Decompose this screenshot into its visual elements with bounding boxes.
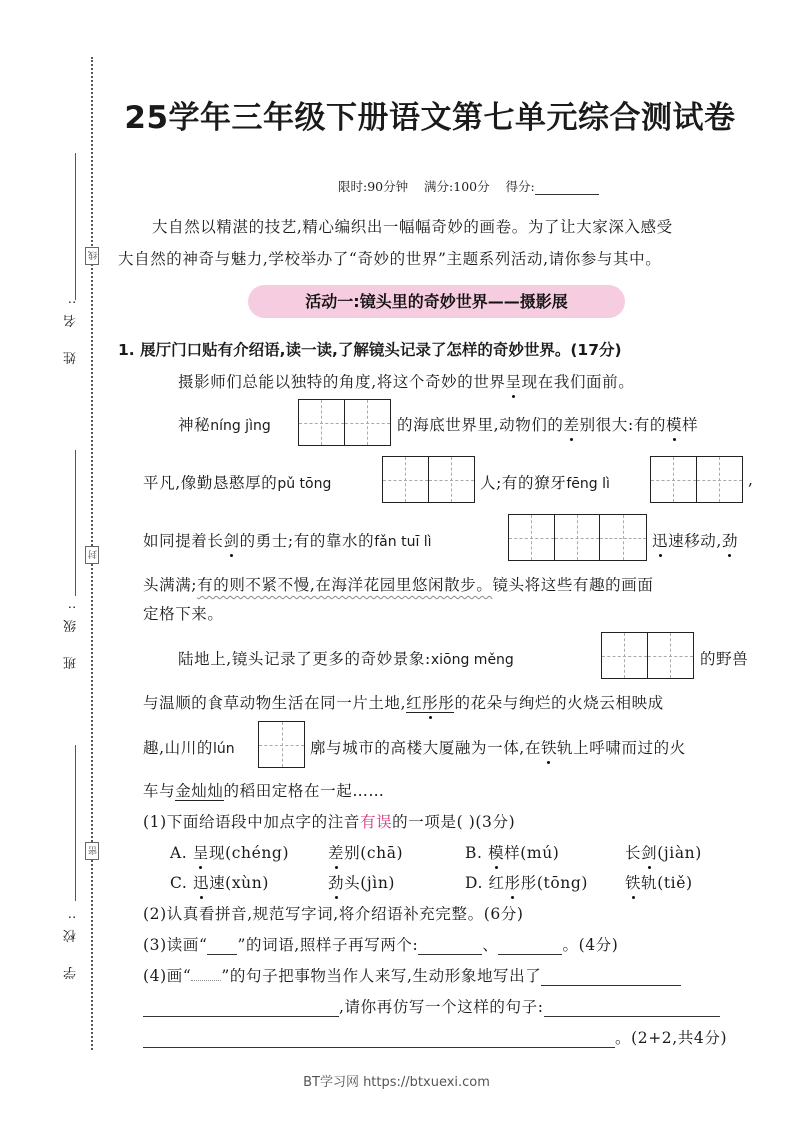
text: 的勇士;有的靠水的 [239,532,375,550]
passage-line-7b: 的野兽 [700,650,749,668]
option-a2 [328,841,403,863]
seal-mark-seal: 封 [85,546,99,564]
writing-grid-xiongmeng[interactable] [601,632,694,679]
text: 、 [482,936,499,954]
answer-blank-4[interactable] [143,1002,339,1017]
text: 轨上呼啸而过的火 [557,739,686,757]
writing-grid-ningjing[interactable] [298,399,391,446]
answer-blank-2[interactable] [498,940,562,955]
pinyin-fantuili: fǎn tuī lì [374,534,432,550]
text: 轨(tiě) [641,874,693,892]
pinyin-ningjing: níng jìng [210,418,271,434]
emphasized-char: 剑 [641,841,657,863]
subquestion-1 [143,810,515,832]
text: 的花朵与绚烂的火烧云相映成 [454,694,664,712]
activity-banner: 活动一:镜头里的奇妙世界——摄影展 [248,285,625,318]
option-a1[interactable] [170,841,289,863]
option-d1[interactable] [465,871,588,893]
option-letter: D. [465,874,484,892]
text: 的海底世界里,动物们的 [397,416,564,434]
score-field[interactable] [535,182,599,195]
passage-line-2b [397,413,698,435]
text: 。(2+2,共4分) [615,1029,728,1047]
emphasized-char: 劲 [328,871,344,893]
text: 平凡,像勤恳憨厚的 [143,474,278,492]
passage-line-3b [480,471,610,493]
text: 神秘 [178,416,211,434]
underlined-word [406,694,454,713]
wavy-underlined-sentence: 有的则不紧不慢,在海洋花园里悠闲散步。 [197,576,493,594]
answer-blank-5[interactable] [544,1002,720,1017]
seal-mark-secret: 密 [85,842,99,860]
full-score: 满分:100分 [424,179,490,194]
text: 现(chéng) [208,844,290,862]
intro-line-1: 大自然以精湛的技艺,精心编织出一幅幅奇妙的画卷。为了让大家深入感受 [152,218,673,236]
answer-blank-3[interactable] [541,971,681,986]
seal-mark-line: 线 [85,247,99,265]
emphasized-char: 差 [328,841,344,863]
text: ,请你再仿写一个这样的句子: [339,998,544,1016]
text: 速移动, [668,532,722,550]
highlight-text: 有误 [359,813,393,831]
name-label: 姓 名: [64,290,79,365]
writing-grid-fantuili[interactable] [508,514,647,561]
page-title: 25学年三年级下册语文第七单元综合测试卷 [124,100,736,136]
emphasized-char: 模 [666,413,682,435]
passage-line-9b [310,736,686,758]
text: ”的词语,照样子再写两个: [237,936,419,954]
emphasized-char: 铁 [541,736,557,758]
emphasized-char: 剑 [224,529,240,551]
exam-meta [338,177,599,195]
answer-blank-6[interactable] [143,1033,615,1048]
pinyin-xiongmeng: xiōng měng [430,652,514,668]
school-blank-line [75,745,76,901]
emphasized-char: 呈 [506,370,522,392]
class-label: 班 级: [64,595,79,670]
answer-blank-1[interactable] [418,940,482,955]
text: 头满满; [143,576,198,594]
emphasized-char: 迅 [193,871,209,893]
emphasized-char: 彤 [422,691,438,713]
straight-underline-sample [207,940,237,955]
text: (1)下面给语段中加点字的注音 [143,813,360,831]
emphasized-char: 劲 [722,529,738,551]
subquestion-3 [143,933,618,955]
text: 如同提着长 [143,532,224,550]
text: 陆地上,镜头记录了更多的奇妙景象: [178,650,431,668]
passage-line-2 [178,413,271,435]
text: ”的句子把事物当作人来写,生动形象地写出了 [221,967,542,985]
pinyin-lun: lún [212,741,235,757]
passage-line-6: 定格下来。 [143,605,224,623]
comma: , [748,471,754,489]
text: 现在我们面前。 [521,373,635,391]
passage-line-3 [143,471,331,493]
emphasized-char: 呈 [193,841,209,863]
pinyin-putong: pǔ tōng [277,476,332,492]
subquestion-4-line-2 [143,995,720,1017]
text: (jiàn) [657,844,702,862]
passage-line-10 [143,779,385,801]
passage-line-4b [652,529,738,551]
option-c2 [328,871,395,893]
question-1-title: 1. 展厅门口贴有介绍语,读一读,了解镜头记录了怎样的奇妙世界。(17分) [118,341,622,359]
option-letter: A. [170,844,188,862]
footer-watermark: BT学习网 https://btxuexi.com [303,1075,490,1090]
text: 彤(tōng) [520,874,589,892]
text: 彤 [438,694,455,712]
text: 头(jìn) [344,874,396,892]
subquestion-4-line-3 [143,1026,727,1048]
option-d2 [625,871,693,893]
option-letter: B. [465,844,483,862]
passage-line-4 [143,529,432,551]
subquestion-2: (2)认真看拼音,规范写字词,将介绍语补充完整。(6分) [143,905,524,923]
passage-line-8 [143,691,664,713]
option-letter: C. [170,874,188,892]
option-b2 [625,841,702,863]
score-label: 得分: [505,179,535,194]
passage-line-5 [143,573,653,595]
subquestion-4 [143,964,681,986]
writing-grid-fengli[interactable] [650,456,743,503]
emphasized-char: 迅 [652,529,668,551]
passage-line-9 [143,736,235,758]
text: 趣,山川的 [143,739,213,757]
time-limit: 限时:90分钟 [338,179,409,194]
text: 样(mú) [504,844,560,862]
text: (3)读画“ [143,936,208,954]
emphasized-char: 差 [564,413,580,435]
class-blank-line [75,450,76,596]
emphasized-char: 模 [488,841,504,863]
text: 车与 [143,782,176,800]
text: 廓与城市的高楼大厦融为一体,在 [310,739,541,757]
text: 摄影师们总能以独特的角度,将这个奇妙的世界 [178,373,506,391]
text: 样 [682,416,699,434]
text: 红 [488,874,505,892]
passage-line-1 [178,370,634,392]
pinyin-fengli: fēng lì [566,476,610,492]
text: 与温顺的食草动物生活在同一片土地, [143,694,407,712]
text: 的稻田定格在一起…… [223,782,385,800]
emphasized-char: 铁 [625,871,641,893]
intro-line-2: 大自然的神奇与魅力,学校举办了“奇妙的世界”主题系列活动,请你参与其中。 [118,250,662,268]
text: 的一项是( )(3分) [392,813,516,831]
text: 红 [406,694,423,712]
text: 长 [625,844,642,862]
text: 别很大:有的 [579,416,666,434]
text: 镜头将这些有趣的画面 [492,576,654,594]
passage-line-7 [178,647,514,669]
writing-grid-putong[interactable] [382,456,475,503]
emphasized-char: 彤 [505,871,521,893]
name-blank-line [75,153,76,300]
text: 人;有的獠牙 [480,474,567,492]
underlined-word: 金灿灿 [175,782,224,800]
wavy-underline-sample [191,968,221,981]
option-b1[interactable] [465,841,559,863]
text: 别(chā) [344,844,404,862]
school-label: 学 校: [64,905,79,980]
text: (4)画“ [143,967,192,985]
option-c1[interactable] [170,871,269,893]
writing-grid-lun[interactable] [258,721,305,768]
text: 速(xùn) [209,874,269,892]
text: 。(4分) [562,936,619,954]
